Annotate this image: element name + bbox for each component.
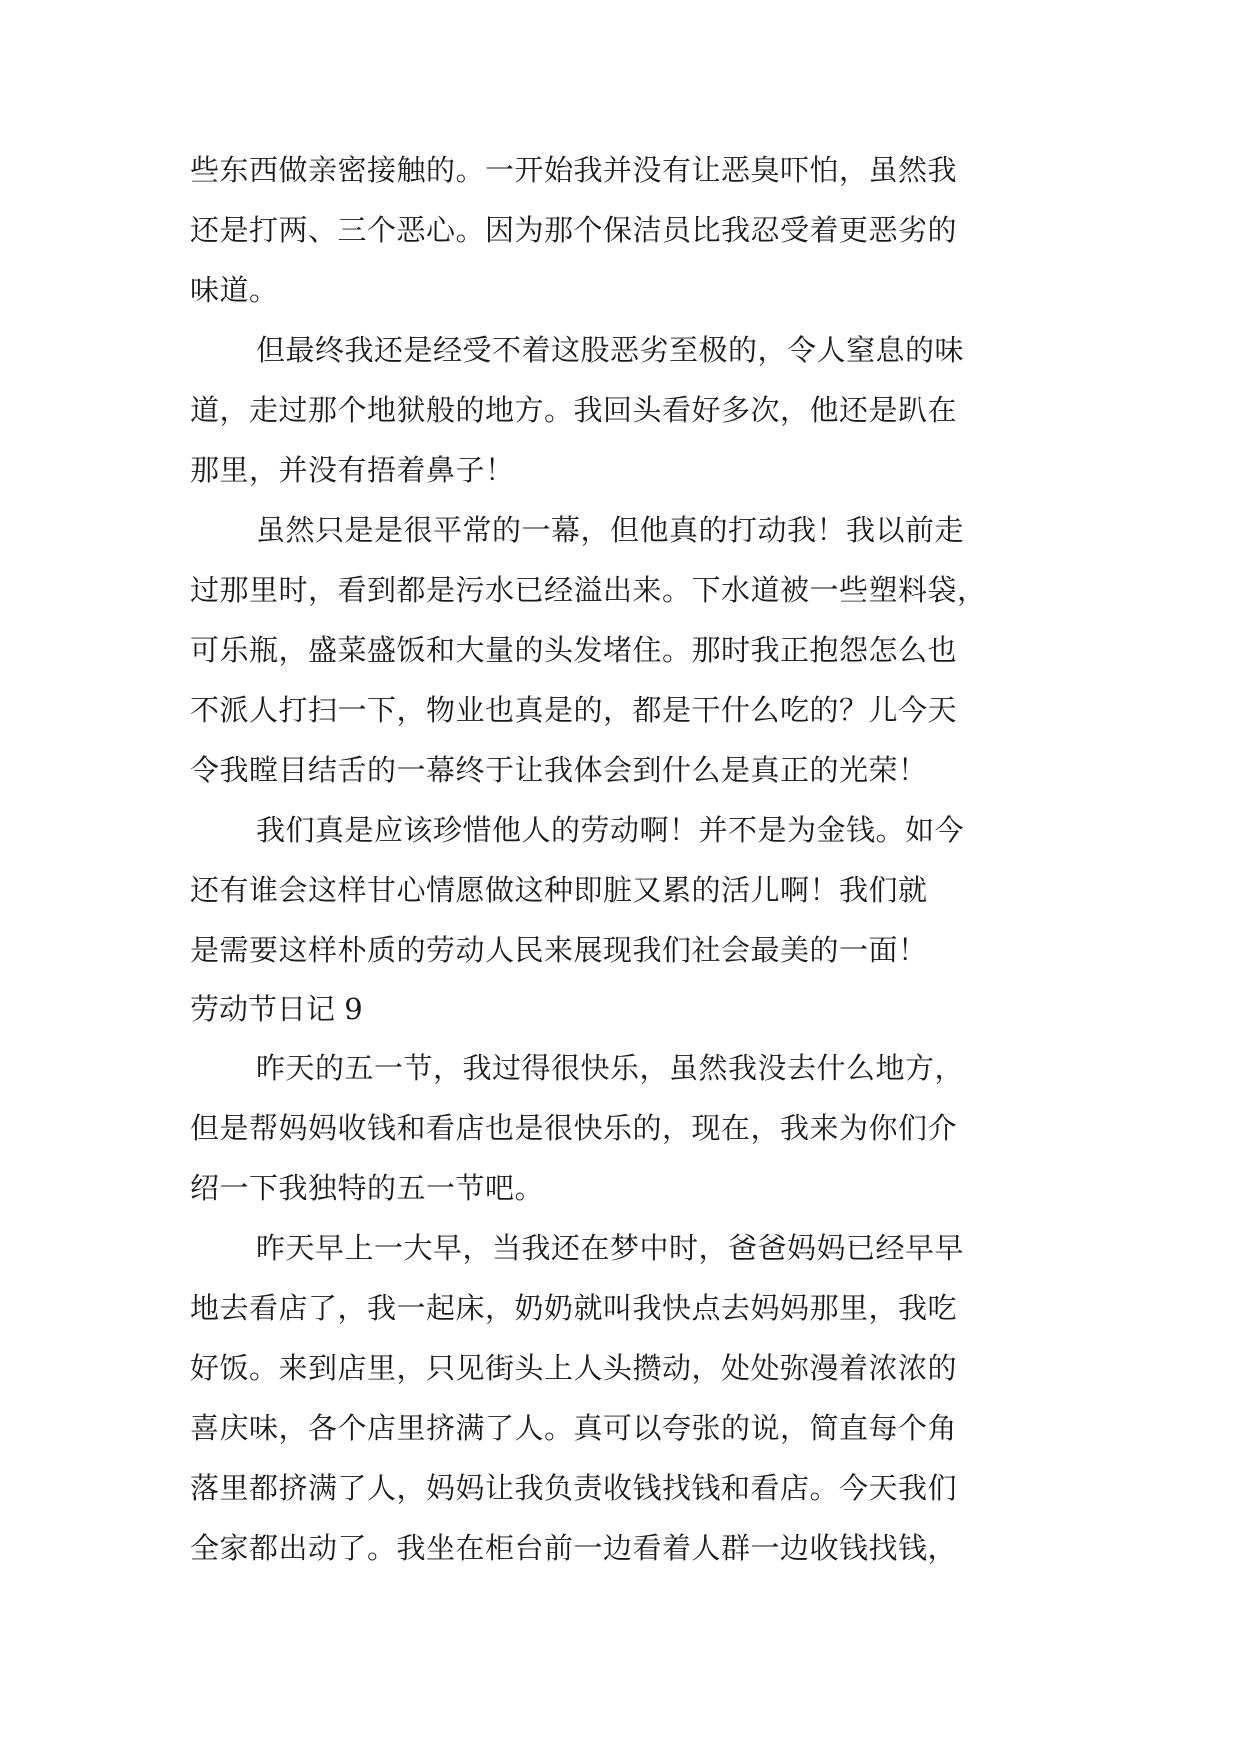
- text-line: 虽然只是是很平常的一幕，但他真的打动我！我以前走: [256, 513, 965, 547]
- text-line: 可乐瓶，盛菜盛饭和大量的头发堵住。那时我正抱怨怎么也: [190, 633, 958, 667]
- text-line: 那里，并没有捂着鼻子！: [190, 453, 515, 487]
- text-line: 但最终我还是经受不着这股恶劣至极的，令人窒息的味: [256, 333, 965, 367]
- text-line: 但是帮妈妈收钱和看店也是很快乐的，现在，我来为你们介: [190, 1111, 958, 1145]
- text-line: 还是打两、三个恶心。因为那个保洁员比我忍受着更恶劣的: [190, 213, 958, 247]
- text-line: 全家都出动了。我坐在柜台前一边看着人群一边收钱找钱，: [190, 1531, 958, 1565]
- text-line: 味道。: [190, 273, 279, 307]
- text-line: 落里都挤满了人，妈妈让我负责收钱找钱和看店。今天我们: [190, 1471, 958, 1505]
- text-line: 地去看店了，我一起床，奶奶就叫我快点去妈妈那里，我吃: [190, 1291, 958, 1325]
- text-line: 还有谁会这样甘心情愿做这种即脏又累的活儿啊！我们就: [190, 873, 928, 907]
- text-line: 过那里时，看到都是污水已经溢出来。下水道被一些塑料袋，: [190, 573, 987, 607]
- text-section-1: [190, 140, 1060, 1578]
- text-line: 是需要这样朴质的劳动人民来展现我们社会最美的一面！: [190, 933, 928, 967]
- text-line: 些东西做亲密接触的。一开始我并没有让恶臭吓怕，虽然我: [190, 153, 958, 187]
- text-line: 喜庆味，各个店里挤满了人。真可以夸张的说，简直每个角: [190, 1411, 958, 1445]
- text-line: 好饭。来到店里，只见街头上人头攒动，处处弥漫着浓浓的: [190, 1351, 958, 1385]
- text-line: 令我瞠目结舌的一幕终于让我体会到什么是真正的光荣！: [190, 753, 928, 787]
- text-line: 我们真是应该珍惜他人的劳动啊！并不是为金钱。如今: [256, 813, 965, 847]
- text-line: 昨天的五一节，我过得很快乐，虽然我没去什么地方，: [256, 1051, 965, 1085]
- text-line: 不派人打扫一下，物业也真是的，都是干什么吃的？儿今天: [190, 693, 958, 727]
- text-line: 昨天早上一大早，当我还在梦中时，爸爸妈妈已经早早: [256, 1231, 965, 1265]
- text-line: 绍一下我独特的五一节吧。: [190, 1171, 545, 1205]
- section-title: 劳动节日记 9: [190, 992, 363, 1026]
- text-line: 道，走过那个地狱般的地方。我回头看好多次，他还是趴在: [190, 393, 958, 427]
